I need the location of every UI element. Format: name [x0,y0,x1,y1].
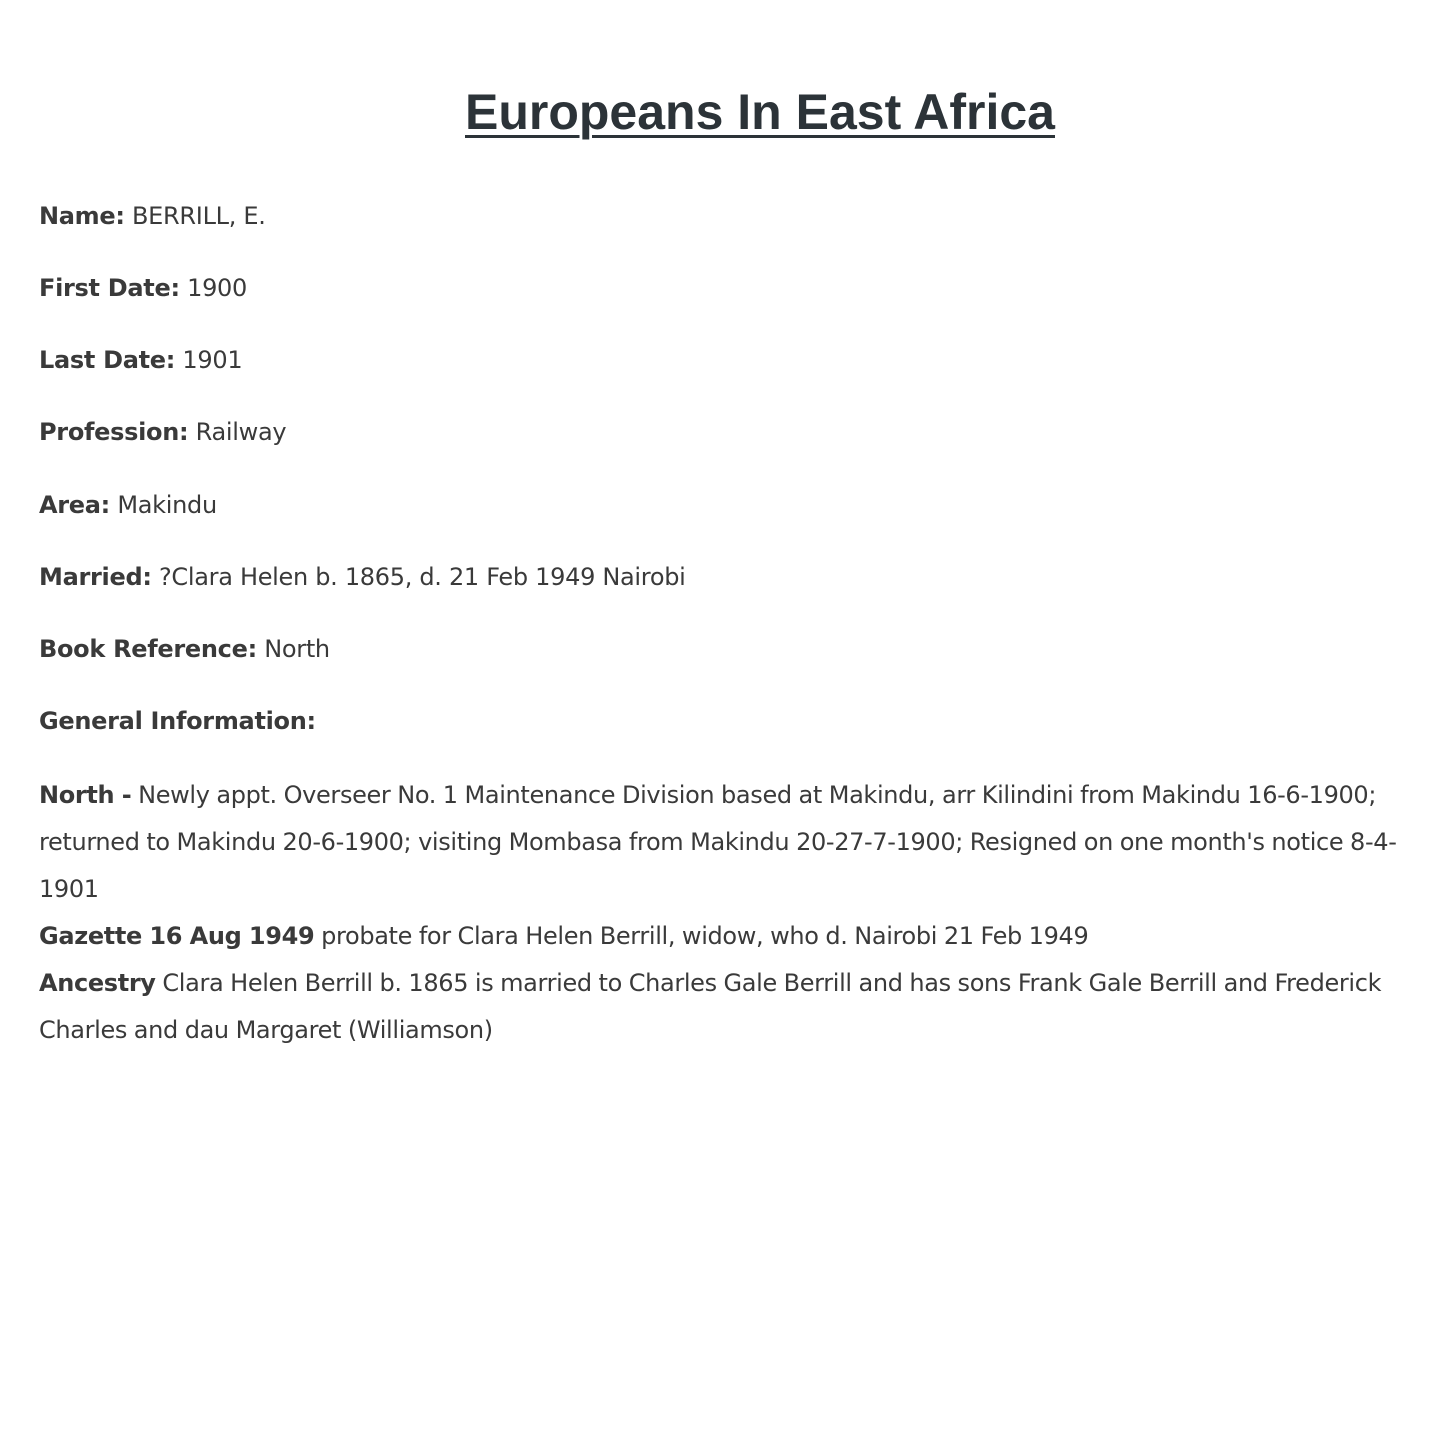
north-text: Newly appt. Overseer No. 1 Maintenance Division based at Makindu, arr Kilindini from Makindu 16-6-1900; returned to Makindu 20-6-1900; visiting Mombasa from Makindu 20-27-7-1900; Resigned on one month's notice 8-4-1901 [39,781,1397,903]
married-field [39,561,686,593]
profession-field [39,416,286,448]
ancestry-entry [39,960,1441,1054]
general-information-body [39,772,1441,1054]
last-date-label: Last Date: [39,346,176,374]
ancestry-text: Clara Helen Berrill b. 1865 is married to Charles Gale Berrill and has sons Frank Gale Berrill and Frederick Charles and dau Margaret (Williamson) [39,969,1382,1044]
north-entry [39,772,1441,913]
book-reference-field [39,633,330,665]
general-information-heading [39,705,316,737]
profession-label: Profession: [39,418,189,446]
ancestry-lead: Ancestry [39,969,156,997]
name-value: BERRILL, E. [132,202,266,230]
name-field [39,200,266,232]
book-reference-label: Book Reference: [39,635,257,663]
first-date-field [39,272,247,304]
gazette-lead: Gazette 16 Aug 1949 [39,922,315,950]
general-information-label: General Information: [39,707,316,735]
first-date-label: First Date: [39,274,180,302]
book-reference-value: North [264,635,330,663]
area-label: Area: [39,491,110,519]
page-title: Europeans In East Africa [465,84,1055,140]
area-value: Makindu [117,491,217,519]
name-label: Name: [39,202,125,230]
north-lead: North - [39,781,132,809]
gazette-text: probate for Clara Helen Berrill, widow, who d. Nairobi 21 Feb 1949 [321,922,1089,950]
married-label: Married: [39,563,152,591]
last-date-field [39,344,242,376]
married-value: ?Clara Helen b. 1865, d. 21 Feb 1949 Nairobi [158,563,686,591]
first-date-value: 1900 [187,274,247,302]
gazette-entry [39,913,1441,960]
profession-value: Railway [195,418,287,446]
area-field [39,489,217,521]
last-date-value: 1901 [182,346,243,374]
